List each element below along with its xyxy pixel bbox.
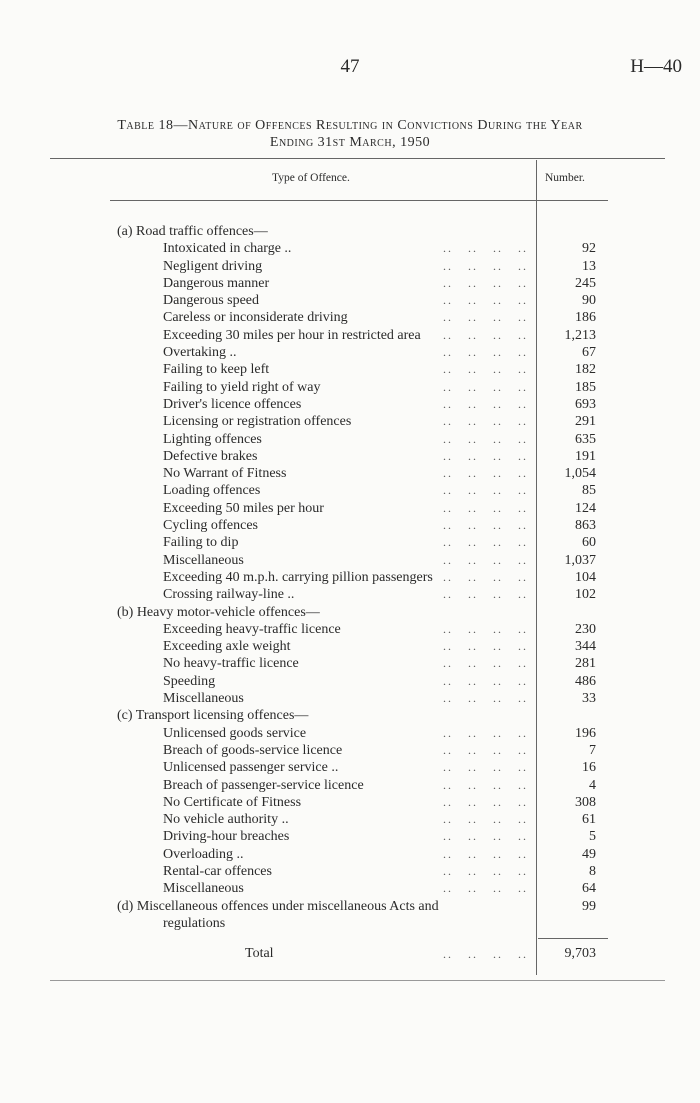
offence-count: 281 — [575, 656, 596, 672]
title-prefix: Table 18— — [117, 118, 189, 133]
offence-row — [0, 258, 700, 275]
offence-count: 104 — [575, 569, 596, 585]
leader-dots: .. .. .. .. — [443, 656, 528, 671]
offence-row — [0, 327, 700, 344]
offence-count: 60 — [582, 535, 596, 551]
offence-row — [0, 344, 700, 361]
category-row — [0, 604, 700, 621]
offence-name: Intoxicated in charge .. — [163, 241, 292, 257]
leader-dots: .. .. .. .. — [443, 760, 528, 775]
offence-count: 99 — [582, 898, 596, 914]
leader-dots: .. .. .. .. — [443, 362, 528, 377]
offence-name: Overtaking .. — [163, 345, 237, 361]
offence-name: Exceeding heavy-traffic licence — [163, 621, 341, 637]
leader-dots: .. .. .. .. — [443, 863, 528, 878]
offence-name: Miscellaneous — [163, 881, 244, 897]
offence-name: Failing to keep left — [163, 362, 270, 378]
offence-count: 33 — [582, 691, 596, 707]
leader-dots: .. .. .. .. — [443, 396, 528, 411]
offence-count: 124 — [575, 500, 596, 516]
offence-row — [0, 655, 700, 672]
offence-name: No heavy-traffic licence — [163, 656, 299, 672]
leader-dots: .. .. .. .. — [443, 431, 528, 446]
offence-row — [0, 413, 700, 430]
offence-name: Rental-car offences — [163, 863, 272, 879]
leader-dots: .. .. .. .. — [443, 742, 528, 757]
offence-row — [0, 361, 700, 378]
offence-row — [0, 482, 700, 499]
category-label: (c) Transport licensing offences— — [117, 708, 309, 724]
leader-dots: .. .. .. .. — [443, 345, 528, 360]
offence-name: Defective brakes — [163, 448, 258, 464]
offence-count: 7 — [589, 742, 596, 758]
offence-count: 102 — [575, 587, 596, 603]
leader-dots: .. .. .. .. — [443, 691, 528, 706]
offence-row — [0, 309, 700, 326]
leader-dots: .. .. .. .. — [443, 673, 528, 688]
leader-dots: .. .. .. .. — [443, 569, 528, 584]
offence-name: Dangerous speed — [163, 293, 260, 309]
offence-count: 67 — [582, 345, 596, 361]
offence-count: 196 — [575, 725, 596, 741]
leader-dots: .. .. .. .. — [443, 587, 528, 602]
offence-row — [0, 292, 700, 309]
offence-row — [0, 777, 700, 794]
offence-name: Exceeding axle weight — [163, 639, 291, 655]
leader-dots: .. .. .. .. — [443, 947, 528, 961]
offence-name: No Certificate of Fitness — [163, 794, 302, 810]
offence-count: 693 — [575, 396, 596, 412]
offence-count: 61 — [582, 812, 596, 828]
offence-count: 486 — [575, 673, 596, 689]
offence-count: 230 — [575, 621, 596, 637]
offence-row — [0, 275, 700, 292]
category-row — [0, 707, 700, 724]
offence-name: Failing to dip — [163, 535, 239, 551]
offence-row — [0, 431, 700, 448]
leader-dots: .. .. .. .. — [443, 881, 528, 896]
offence-row — [0, 863, 700, 880]
offence-row — [0, 465, 700, 482]
offence-row — [0, 690, 700, 707]
offence-row — [0, 828, 700, 845]
offence-count: 185 — [575, 379, 596, 395]
offence-row — [0, 569, 700, 586]
offence-row — [0, 915, 700, 932]
category-label: (d) Miscellaneous offences under miscellaneous Acts and — [117, 898, 439, 914]
offence-name: Speeding — [163, 673, 216, 689]
offence-row — [0, 673, 700, 690]
leader-dots: .. .. .. .. — [443, 518, 528, 533]
table-top-rule — [50, 158, 665, 159]
offence-count: 635 — [575, 431, 596, 447]
offence-name: Crossing railway-line .. — [163, 587, 295, 603]
offence-name: Miscellaneous — [163, 691, 244, 707]
offence-name: Negligent driving — [163, 258, 263, 274]
offence-row — [0, 379, 700, 396]
offence-name: regulations — [163, 915, 226, 931]
offence-count: 4 — [589, 777, 596, 793]
page-number: 47 — [340, 56, 360, 77]
offence-count: 1,037 — [564, 552, 596, 568]
offence-row — [0, 846, 700, 863]
leader-dots: .. .. .. .. — [443, 275, 528, 290]
offence-count: 344 — [575, 639, 596, 655]
offence-row — [0, 880, 700, 897]
leader-dots: .. .. .. .. — [443, 258, 528, 273]
offence-count: 85 — [582, 483, 596, 499]
leader-dots: .. .. .. .. — [443, 466, 528, 481]
offence-row — [0, 794, 700, 811]
column-header-type: Type of Offence. — [272, 172, 350, 184]
offence-count: 90 — [582, 293, 596, 309]
leader-dots: .. .. .. .. — [443, 500, 528, 515]
offence-name: Cycling offences — [163, 518, 258, 534]
offence-count: 8 — [589, 863, 596, 879]
leader-dots: .. .. .. .. — [443, 379, 528, 394]
offence-count: 186 — [575, 310, 596, 326]
offence-name: Breach of goods-service licence — [163, 742, 343, 758]
leader-dots: .. .. .. .. — [443, 535, 528, 550]
offence-count: 5 — [589, 829, 596, 845]
offence-name: Unlicensed goods service — [163, 725, 307, 741]
total-rule — [538, 938, 608, 939]
offence-row — [0, 742, 700, 759]
category-label: (b) Heavy motor-vehicle offences— — [117, 604, 320, 620]
offence-count: 863 — [575, 518, 596, 534]
offence-count: 291 — [575, 414, 596, 430]
category-row — [0, 223, 700, 240]
leader-dots: .. .. .. .. — [443, 310, 528, 325]
offence-name: Overloading .. — [163, 846, 244, 862]
offence-row — [0, 517, 700, 534]
header-rule — [110, 200, 608, 201]
offence-row — [0, 586, 700, 603]
leader-dots: .. .. .. .. — [443, 483, 528, 498]
leader-dots: .. .. .. .. — [443, 725, 528, 740]
offence-row — [0, 396, 700, 413]
offence-count: 13 — [582, 258, 596, 274]
offence-name: Miscellaneous — [163, 552, 244, 568]
offence-count: 191 — [575, 448, 596, 464]
table-title — [0, 117, 700, 151]
leader-dots: .. .. .. .. — [443, 621, 528, 636]
offence-name: Dangerous manner — [163, 275, 270, 291]
leader-dots: .. .. .. .. — [443, 241, 528, 256]
document-code: H—40 — [630, 56, 682, 77]
offence-name: Unlicensed passenger service .. — [163, 760, 339, 776]
title-line-1: Nature of Offences Resulting in Convictions During the Year — [188, 118, 583, 133]
total-row — [0, 944, 700, 964]
leader-dots: .. .. .. .. — [443, 639, 528, 654]
offence-name: Driver's licence offences — [163, 396, 302, 412]
table-bottom-rule — [50, 980, 665, 981]
offence-count: 182 — [575, 362, 596, 378]
leader-dots: .. .. .. .. — [443, 812, 528, 827]
offence-row — [0, 448, 700, 465]
offence-name: Driving-hour breaches — [163, 829, 290, 845]
offence-name: Exceeding 30 miles per hour in restricted area — [163, 327, 421, 343]
leader-dots: .. .. .. .. — [443, 829, 528, 844]
offence-row — [0, 759, 700, 776]
total-value: 9,703 — [564, 946, 596, 961]
offence-row — [0, 240, 700, 257]
leader-dots: .. .. .. .. — [443, 293, 528, 308]
offence-name: Breach of passenger-service licence — [163, 777, 364, 793]
leader-dots: .. .. .. .. — [443, 414, 528, 429]
offence-row — [0, 552, 700, 569]
offence-name: Licensing or registration offences — [163, 414, 352, 430]
offence-count: 245 — [575, 275, 596, 291]
offence-rows — [0, 223, 700, 932]
total-label: Total — [245, 946, 274, 961]
offence-row — [0, 534, 700, 551]
leader-dots: .. .. .. .. — [443, 846, 528, 861]
offence-count: 64 — [582, 881, 596, 897]
offence-row — [0, 638, 700, 655]
leader-dots: .. .. .. .. — [443, 777, 528, 792]
column-header-number: Number. — [545, 172, 585, 184]
offence-name: Exceeding 50 miles per hour — [163, 500, 324, 516]
leader-dots: .. .. .. .. — [443, 327, 528, 342]
offence-name: Failing to yield right of way — [163, 379, 321, 395]
offence-name: No Warrant of Fitness — [163, 466, 287, 482]
offence-name: Careless or inconsiderate driving — [163, 310, 348, 326]
leader-dots: .. .. .. .. — [443, 794, 528, 809]
offence-count: 49 — [582, 846, 596, 862]
offence-count: 16 — [582, 760, 596, 776]
offence-count: 1,054 — [564, 466, 596, 482]
offence-count: 92 — [582, 241, 596, 257]
offence-row — [0, 500, 700, 517]
offence-row — [0, 725, 700, 742]
offence-name: Lighting offences — [163, 431, 262, 447]
category-label: (a) Road traffic offences— — [117, 224, 268, 239]
offence-count: 308 — [575, 794, 596, 810]
offence-name: No vehicle authority .. — [163, 812, 289, 828]
leader-dots: .. .. .. .. — [443, 448, 528, 463]
offence-count: 1,213 — [564, 327, 596, 343]
category-row — [0, 898, 700, 915]
title-line-2: Ending 31st March, 1950 — [269, 135, 431, 150]
leader-dots: .. .. .. .. — [443, 552, 528, 567]
offence-name: Exceeding 40 m.p.h. carrying pillion passengers — [163, 569, 433, 585]
offence-name: Loading offences — [163, 483, 261, 499]
offence-row — [0, 621, 700, 638]
offence-row — [0, 811, 700, 828]
